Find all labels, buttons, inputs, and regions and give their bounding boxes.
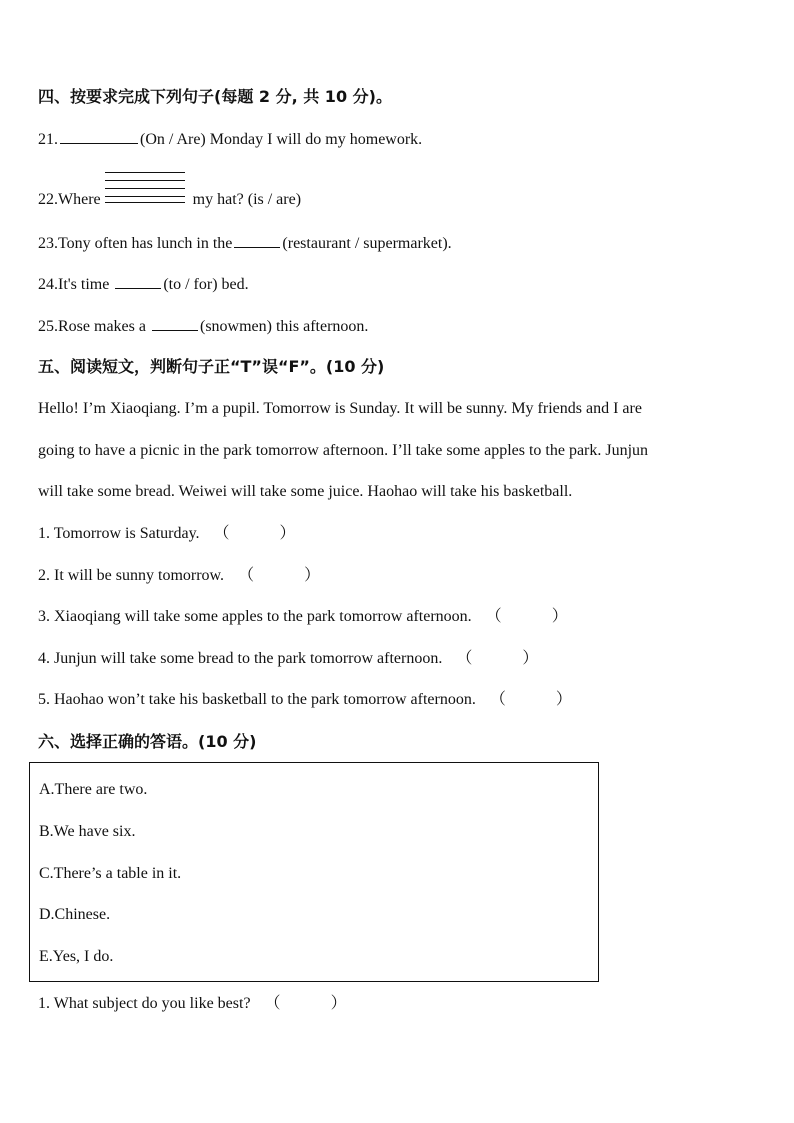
answer-blank[interactable] [60, 129, 138, 144]
answer-blank[interactable] [234, 233, 280, 248]
passage-line-2: going to have a picnic in the park tomorrow afternoon. I’ll take some apples to the park. Junjun [38, 442, 649, 459]
section-5-heading: 五、阅读短文，判断句子正“T”误“F”。(10 分) [38, 357, 385, 376]
answer-blank[interactable] [152, 316, 198, 331]
question-text-post: my hat? (is / are) [192, 191, 302, 208]
question-22 [38, 190, 301, 210]
question-number: 21. [38, 131, 58, 148]
tf-question-4 [38, 649, 538, 669]
question-number: 23. [38, 235, 58, 252]
tf-question-3 [38, 607, 568, 627]
question-text: 2. It will be sunny tomorrow. [38, 567, 225, 584]
question-text-post: (restaurant / supermarket). [282, 235, 452, 252]
question-text-pre: Tony often has lunch in the [58, 235, 233, 252]
question-25 [38, 316, 368, 337]
question-text-pre: Where [58, 191, 101, 208]
option-a: A.There are two. [39, 781, 148, 798]
answer-parentheses[interactable]: （ ） [264, 995, 347, 1012]
passage-line-3: will take some bread. Weiwei will take some juice. Haohao will take his basketball. [38, 483, 573, 500]
option-d: D.Chinese. [39, 906, 111, 923]
question-text: 5. Haohao won’t take his basketball to the park tomorrow afternoon. [38, 691, 476, 708]
answer-options-box [29, 762, 599, 982]
option-c: C.There’s a table in it. [39, 865, 182, 882]
choice-question-1 [38, 994, 347, 1014]
question-text: 3. Xiaoqiang will take some apples to the park tomorrow afternoon. [38, 608, 472, 625]
question-text-pre: It's time [58, 276, 110, 293]
answer-parentheses[interactable]: （ ） [489, 691, 572, 708]
question-text: (On / Are) Monday I will do my homework. [140, 131, 423, 148]
question-number: 25. [38, 318, 58, 335]
question-23 [38, 233, 452, 254]
tf-question-5 [38, 690, 572, 710]
question-24 [38, 274, 249, 295]
answer-parentheses[interactable]: （ ） [485, 608, 568, 625]
question-21 [38, 129, 422, 150]
question-text-post: (to / for) bed. [163, 276, 249, 293]
question-text-pre: Rose makes a [58, 318, 146, 335]
question-text: 1. What subject do you like best? [38, 995, 251, 1012]
question-number: 22. [38, 191, 58, 208]
answer-blank-lines[interactable] [105, 190, 185, 210]
answer-parentheses[interactable]: （ ） [213, 525, 296, 542]
question-text: 1. Tomorrow is Saturday. [38, 525, 200, 542]
option-b: B.We have six. [39, 823, 136, 840]
question-text: 4. Junjun will take some bread to the park tomorrow afternoon. [38, 650, 443, 667]
section-6-heading: 六、选择正确的答语。(10 分) [38, 732, 257, 751]
option-e: E.Yes, I do. [39, 948, 114, 965]
passage-line-1: Hello! I’m Xiaoqiang. I’m a pupil. Tomorrow is Sunday. It will be sunny. My friends and I are [38, 400, 642, 417]
tf-question-2 [38, 566, 320, 586]
question-number: 24. [38, 276, 58, 293]
tf-question-1 [38, 524, 296, 544]
answer-blank[interactable] [115, 274, 161, 289]
question-text-post: (snowmen) this afternoon. [199, 318, 369, 335]
answer-parentheses[interactable]: （ ） [456, 650, 539, 667]
answer-parentheses[interactable]: （ ） [238, 567, 321, 584]
section-4-heading: 四、按要求完成下列句子(每题 2 分, 共 10 分)。 [38, 87, 392, 106]
